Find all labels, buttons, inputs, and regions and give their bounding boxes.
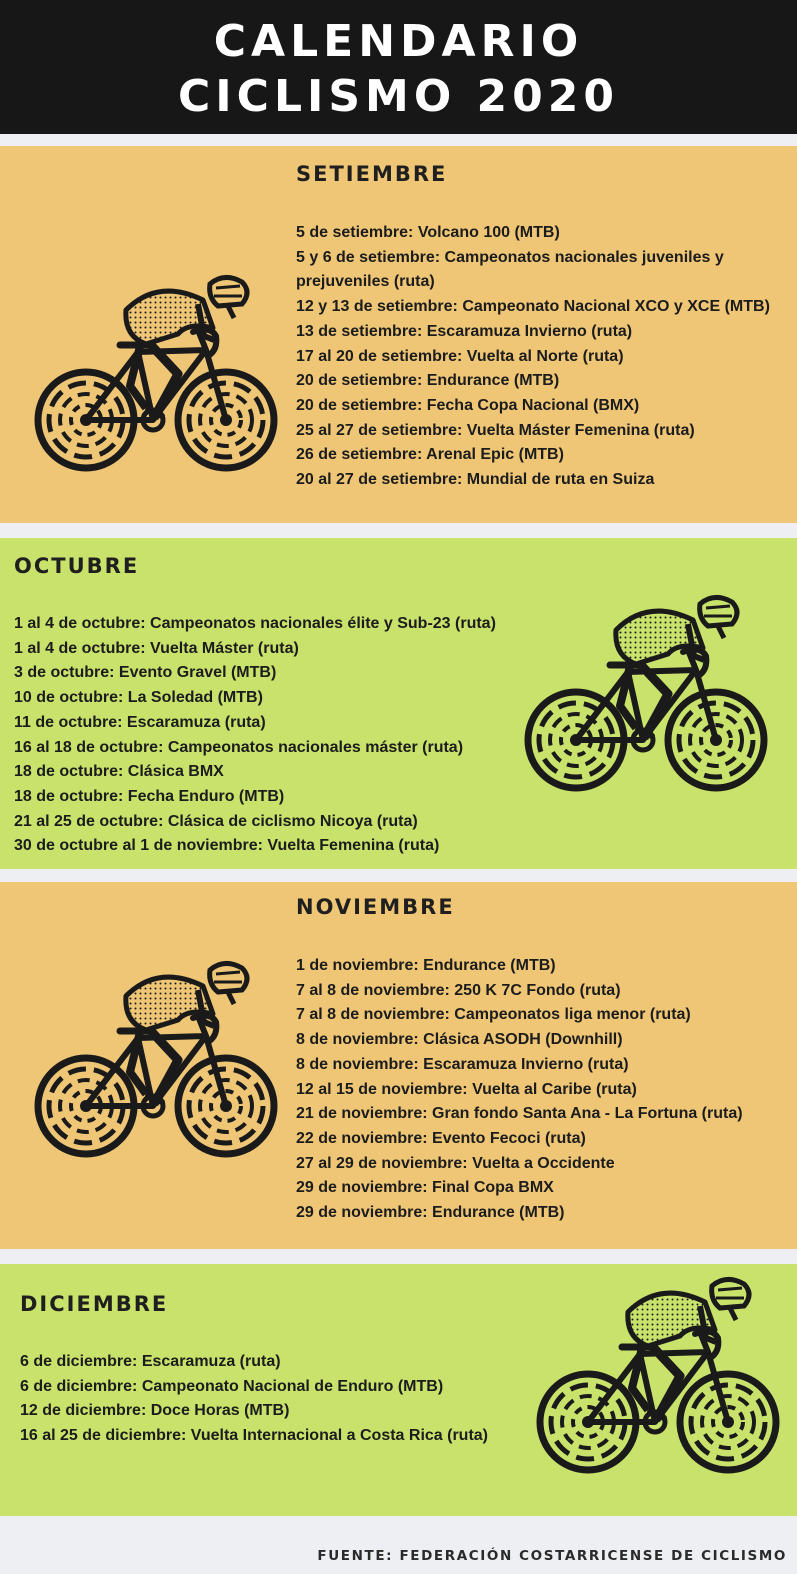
event-item: 11 de octubre: Escaramuza (ruta) bbox=[14, 713, 266, 731]
event-item: 16 al 18 de octubre: Campeonatos nacionales máster (ruta) bbox=[14, 738, 464, 756]
month-title: NOVIEMBRE bbox=[296, 895, 455, 919]
month-title: SETIEMBRE bbox=[296, 162, 448, 186]
page-title-line2: CICLISMO 2020 bbox=[177, 71, 620, 122]
event-item: 6 de diciembre: Campeonato Nacional de Enduro (MTB) bbox=[20, 1377, 444, 1395]
month-section-setiembre bbox=[0, 146, 797, 523]
event-item: 12 de diciembre: Doce Horas (MTB) bbox=[20, 1402, 290, 1420]
event-item: 21 de noviembre: Gran fondo Santa Ana - La Fortuna (ruta) bbox=[296, 1105, 743, 1123]
month-title: DICIEMBRE bbox=[20, 1292, 169, 1316]
event-item: 8 de noviembre: Escaramuza Invierno (ruta) bbox=[296, 1055, 629, 1073]
event-item: 27 al 29 de noviembre: Vuelta a Occidente bbox=[296, 1154, 615, 1172]
event-item: 12 y 13 de setiembre: Campeonato Nacional XCO y XCE (MTB) bbox=[296, 298, 770, 316]
cyclist-icon bbox=[28, 270, 278, 480]
event-list bbox=[20, 1350, 488, 1449]
event-item: 1 al 4 de octubre: Campeonatos nacionales élite y Sub-23 (ruta) bbox=[14, 615, 496, 632]
cyclist-icon bbox=[28, 956, 278, 1166]
source-credit: FUENTE: FEDERACIÓN COSTARRICENSE DE CICLISMO bbox=[317, 1548, 787, 1564]
month-section-noviembre bbox=[0, 882, 797, 1249]
event-item: 21 al 25 de octubre: Clásica de ciclismo Nicoya (ruta) bbox=[14, 812, 418, 830]
event-item: 10 de octubre: La Soledad (MTB) bbox=[14, 689, 263, 707]
event-item: 6 de diciembre: Escaramuza (ruta) bbox=[20, 1353, 281, 1370]
event-item: 16 al 25 de diciembre: Vuelta Internacional a Costa Rica (ruta) bbox=[20, 1427, 489, 1445]
event-item: 30 de octubre al 1 de noviembre: Vuelta Femenina (ruta) bbox=[14, 837, 440, 855]
event-item: 5 y 6 de setiembre: Campeonatos nacionales juveniles y prejuveniles (ruta) bbox=[296, 248, 724, 291]
page-title-line1: CALENDARIO bbox=[213, 16, 584, 67]
event-list bbox=[296, 954, 743, 1226]
event-item: 12 al 15 de noviembre: Vuelta al Caribe (ruta) bbox=[296, 1080, 637, 1098]
event-item: 13 de setiembre: Escaramuza Invierno (ruta) bbox=[296, 322, 633, 340]
cyclist-icon bbox=[518, 590, 768, 800]
event-item: 5 de setiembre: Volcano 100 (MTB) bbox=[296, 224, 560, 241]
event-item: 29 de noviembre: Endurance (MTB) bbox=[296, 1204, 565, 1222]
month-title: OCTUBRE bbox=[14, 554, 140, 578]
event-item: 7 al 8 de noviembre: Campeonatos liga menor (ruta) bbox=[296, 1006, 691, 1024]
event-item: 20 al 27 de setiembre: Mundial de ruta en Suiza bbox=[296, 471, 655, 489]
event-item: 8 de noviembre: Clásica ASODH (Downhill) bbox=[296, 1031, 623, 1049]
event-item: 25 al 27 de setiembre: Vuelta Máster Femenina (ruta) bbox=[296, 421, 695, 439]
event-item: 22 de noviembre: Evento Fecoci (ruta) bbox=[296, 1129, 586, 1147]
cyclist-icon bbox=[530, 1272, 780, 1482]
event-item: 18 de octubre: Clásica BMX bbox=[14, 763, 224, 781]
event-item: 7 al 8 de noviembre: 250 K 7C Fondo (ruta) bbox=[296, 981, 621, 999]
event-item: 1 al 4 de octubre: Vuelta Máster (ruta) bbox=[14, 639, 299, 657]
event-item: 1 de noviembre: Endurance (MTB) bbox=[296, 957, 556, 974]
month-section-octubre bbox=[0, 538, 797, 869]
event-item: 17 al 20 de setiembre: Vuelta al Norte (ruta) bbox=[296, 347, 624, 365]
event-item: 20 de setiembre: Fecha Copa Nacional (BMX) bbox=[296, 396, 640, 414]
event-item: 29 de noviembre: Final Copa BMX bbox=[296, 1179, 554, 1197]
month-section-diciembre bbox=[0, 1264, 797, 1516]
event-list bbox=[296, 221, 776, 493]
page-header bbox=[0, 0, 797, 134]
event-item: 3 de octubre: Evento Gravel (MTB) bbox=[14, 664, 277, 682]
event-item: 26 de setiembre: Arenal Epic (MTB) bbox=[296, 446, 564, 464]
event-item: 18 de octubre: Fecha Enduro (MTB) bbox=[14, 787, 285, 805]
event-list bbox=[14, 612, 496, 859]
event-item: 20 de setiembre: Endurance (MTB) bbox=[296, 372, 560, 390]
